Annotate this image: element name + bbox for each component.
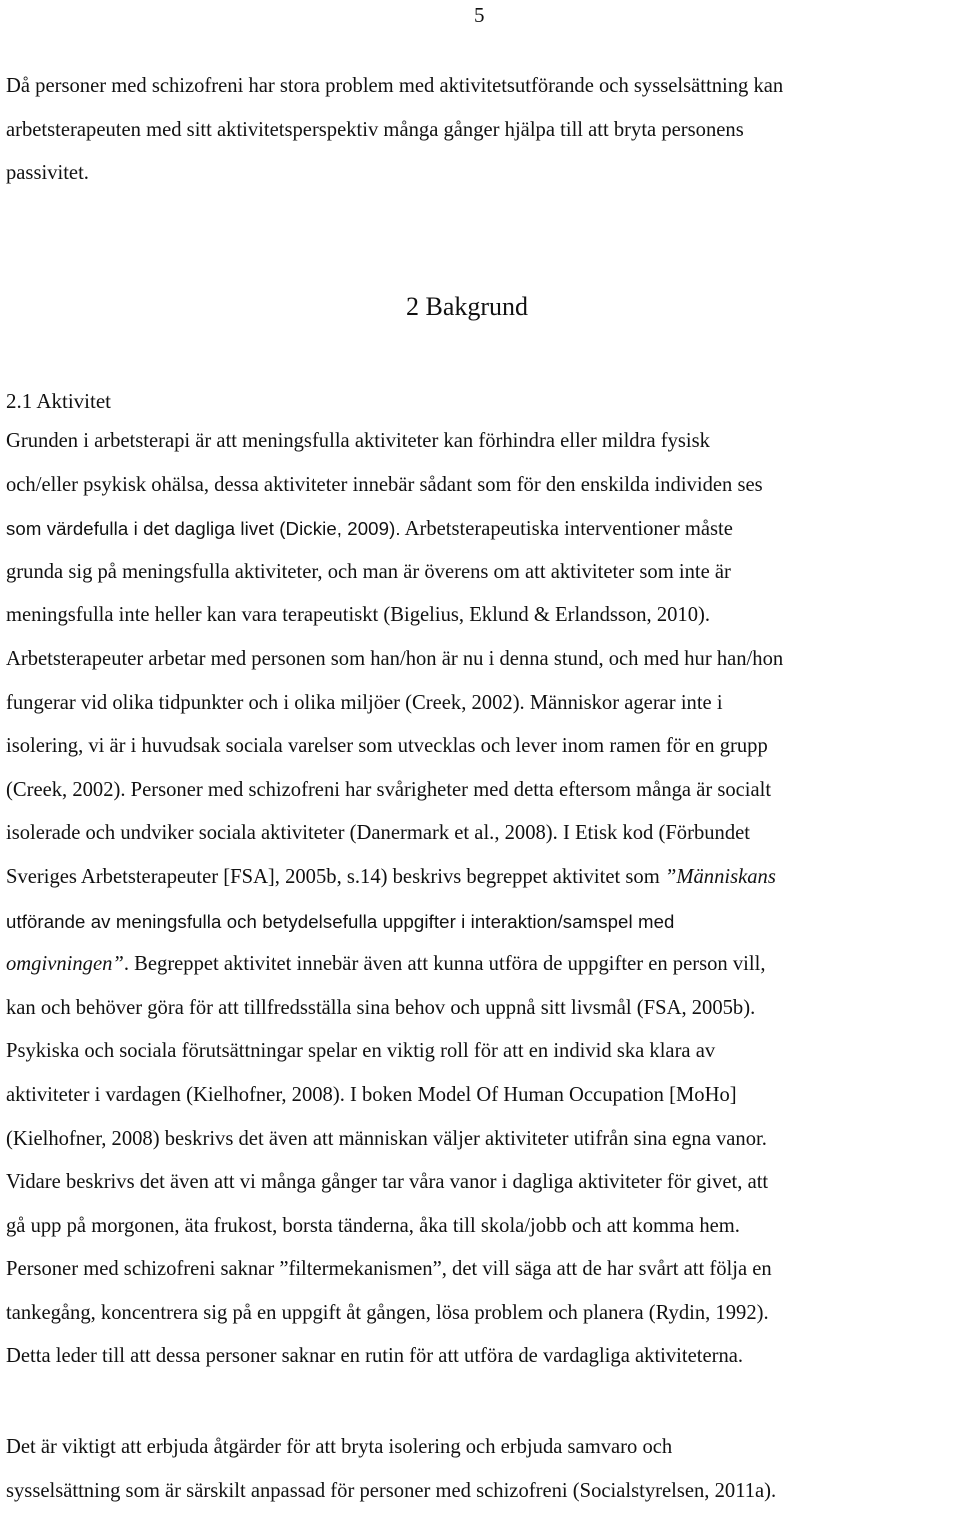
closing-line-2: sysselsättning som är särskilt anpassad för personer med schizofreni (Socialstyrelsen, 2011a). [6, 1479, 777, 1502]
body-line-3 [6, 507, 958, 551]
body-line-11-quote: ”Människans [664, 865, 776, 888]
subsection-heading: 2.1 Aktivitet [6, 389, 111, 413]
body-line-13-text: . Begreppet aktivitet innebär även att kunna utföra de uppgifter en person vill, [123, 953, 766, 976]
body-line-2: och/eller psykisk ohälsa, dessa aktiviteter innebär sådant som för den enskilda individen ses [6, 473, 763, 496]
body-line-13 [6, 943, 958, 987]
body-line-17: (Kielhofner, 2008) beskrivs det även att människan väljer aktiviteter utifrån sina egna vanor. [6, 1127, 767, 1150]
intro-line-2: arbetsterapeuten med sitt aktivitetsperspektiv många gånger hjälpa till att bryta personens [6, 118, 744, 141]
body-line-10: isolerade och undviker sociala aktiviteter (Danermark et al., 2008). I Etisk kod (Förbundet [6, 822, 750, 845]
body-line-13-quote: omgivningen” [6, 953, 124, 976]
closing-paragraph [6, 1426, 958, 1513]
intro-paragraph [6, 65, 958, 196]
closing-line-1: Det är viktigt att erbjuda åtgärder för att bryta isolering och erbjuda samvaro och [6, 1436, 673, 1458]
body-line-12 [6, 900, 958, 944]
body-line-21: tankegång, koncentrera sig på en uppgift åt gången, lösa problem och planera (Rydin, 1992). [6, 1301, 769, 1324]
body-line-19: gå upp på morgonen, äta frukost, borsta tänderna, åka till skola/jobb och att komma hem. [6, 1214, 740, 1237]
body-line-12-sans-run: utförande av meningsfulla och betydelsefulla uppgifter i interaktion/samspel med [6, 910, 675, 932]
body-line-8: isolering, vi är i huvudsak sociala varelser som utvecklas och lever inom ramen för en grupp [6, 735, 768, 758]
body-line-7: fungerar vid olika tidpunkter och i olika miljöer (Creek, 2002). Människor agerar inte i [6, 691, 723, 714]
page-number: 5 [474, 3, 485, 27]
body-line-3-sans-run: som värdefulla i det dagliga livet (Dickie, 2009). [6, 518, 401, 540]
body-line-4: grunda sig på meningsfulla aktiviteter, och man är överens om att aktiviteter som inte är [6, 560, 731, 583]
intro-line-3: passivitet. [6, 162, 89, 185]
body-line-5: meningsfulla inte heller kan vara terapeutiskt (Bigelius, Eklund & Erlandsson, 2010). [6, 604, 711, 627]
body-line-9: (Creek, 2002). Personer med schizofreni har svårigheter med detta eftersom många är socialt [6, 778, 772, 801]
body-line-18: Vidare beskrivs det även att vi många gånger tar våra vanor i dagliga aktiviteter för givet, att [6, 1171, 769, 1194]
body-line-22: Detta leder till att dessa personer saknar en rutin för att utföra de vardagliga aktiviteterna. [6, 1345, 744, 1368]
intro-line-1: Då personer med schizofreni har stora problem med aktivitetsutförande och sysselsättning kan [6, 75, 784, 97]
body-line-11 [6, 856, 958, 900]
body-line-3-serif-run: Arbetsterapeutiska interventioner måste [400, 518, 733, 541]
body-line-1: Grunden i arbetsterapi är att meningsfulla aktiviteter kan förhindra eller mildra fysisk [6, 430, 710, 452]
body-line-15: Psykiska och sociala förutsättningar spelar en viktig roll för att en individ ska klara av [6, 1040, 716, 1063]
body-line-20: Personer med schizofreni saknar ”filtermekanismen”, det vill säga att de har svårt att följa en [6, 1258, 772, 1281]
body-paragraph [6, 420, 958, 1379]
body-line-16: aktiviteter i vardagen (Kielhofner, 2008). I boken Model Of Human Occupation [MoHo] [6, 1083, 737, 1106]
body-line-14: kan och behöver göra för att tillfredsställa sina behov och uppnå sitt livsmål (FSA, 2005b). [6, 996, 756, 1019]
body-line-11-text: Sveriges Arbetsterapeuter [FSA], 2005b, s.14) beskrivs begreppet aktivitet som [6, 865, 665, 888]
body-line-6: Arbetsterapeuter arbetar med personen som han/hon är nu i denna stund, och med hur han/hon [6, 647, 784, 670]
section-heading: 2 Bakgrund [406, 292, 529, 321]
